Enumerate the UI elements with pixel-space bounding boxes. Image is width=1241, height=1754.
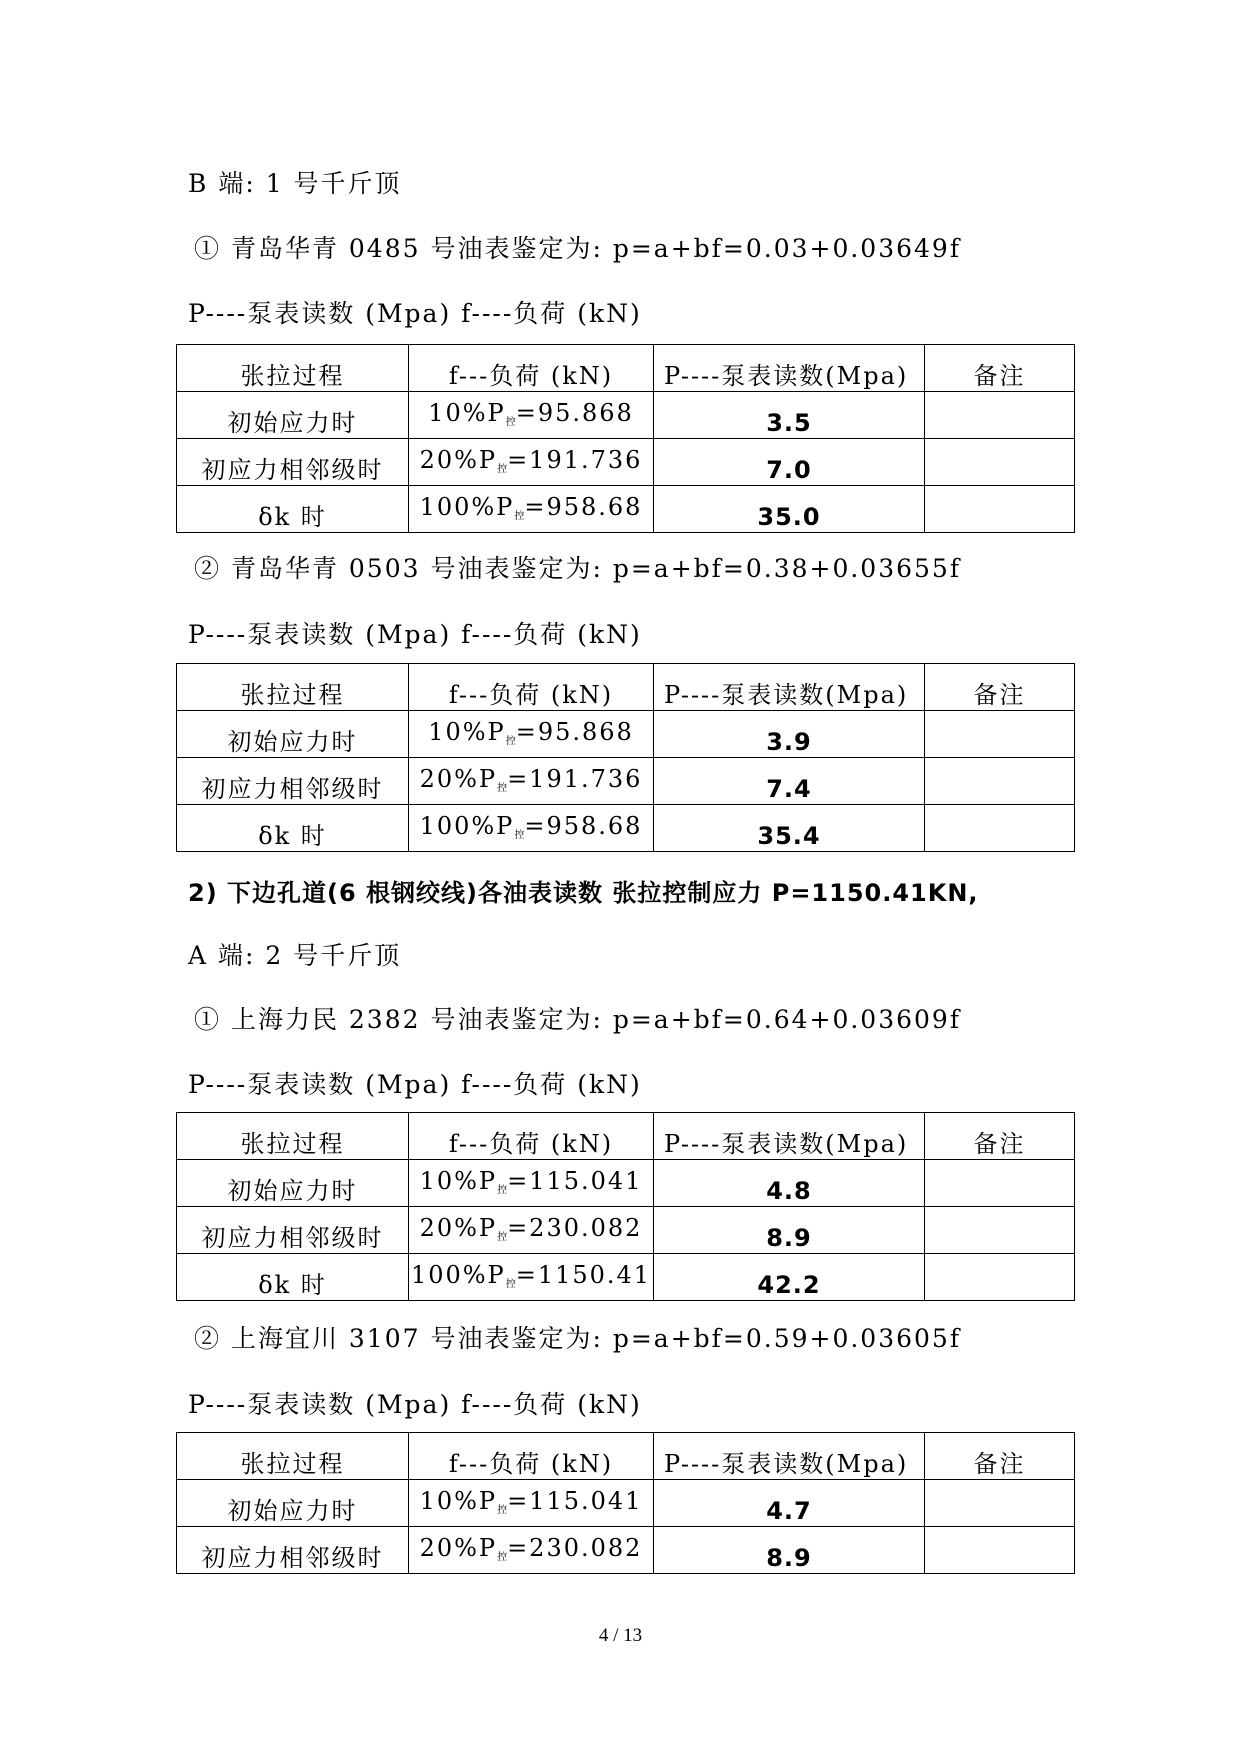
cell-reading: 4.7 [654,1480,925,1527]
cell-remark [925,1160,1075,1207]
load-subscript: 控 [497,1505,508,1516]
cell-remark [925,486,1075,533]
load-value: =191.736 [507,765,643,793]
header-reading: P----泵表读数(Mpa) [654,1433,925,1480]
cell-remark [925,1527,1075,1574]
cell-load [409,1254,654,1301]
cell-process: 初应力相邻级时 [177,1527,409,1574]
load-percent: 20%P [419,1214,498,1242]
header-process: 张拉过程 [177,345,409,392]
load-subscript: 控 [514,511,525,522]
cell-reading: 35.0 [654,486,925,533]
cell-process: 初应力相邻级时 [177,758,409,805]
cell-load [409,805,654,852]
b-end-jack-line: B 端: 1 号千斤顶 [188,169,402,198]
reading-table-2 [176,663,1075,852]
cell-remark [925,439,1075,486]
cell-reading: 3.9 [654,711,925,758]
load-subscript: 控 [505,417,516,428]
load-subscript: 控 [497,1232,508,1243]
reading-table-4 [176,1432,1075,1574]
cell-process: 初应力相邻级时 [177,439,409,486]
header-remark: 备注 [925,664,1075,711]
header-load: f---负荷 (kN) [409,345,654,392]
table-row [177,486,1075,533]
table-row [177,1480,1075,1527]
header-remark: 备注 [925,1433,1075,1480]
table-row [177,805,1075,852]
table-header-row [177,345,1075,392]
page-number: 4 / 13 [598,1625,643,1646]
cell-process: δk 时 [177,1254,409,1301]
cell-reading: 8.9 [654,1207,925,1254]
section-2-heading: 2) 下边孔道(6 根钢绞线)各油表读数 张拉控制应力 P=1150.41KN, [188,879,979,907]
load-value: =115.041 [507,1167,643,1195]
legend-line-3: P----泵表读数 (Mpa) f----负荷 (kN) [188,1070,642,1099]
header-process: 张拉过程 [177,1433,409,1480]
header-load: f---负荷 (kN) [409,1433,654,1480]
load-percent: 10%P [419,1167,498,1195]
header-reading: P----泵表读数(Mpa) [654,1113,925,1160]
cell-load [409,1207,654,1254]
header-reading: P----泵表读数(Mpa) [654,345,925,392]
header-remark: 备注 [925,1113,1075,1160]
cell-load [409,1527,654,1574]
load-subscript: 控 [497,783,508,794]
header-process: 张拉过程 [177,664,409,711]
load-value: =958.68 [524,493,643,521]
cell-process: 初始应力时 [177,1480,409,1527]
table-row [177,1207,1075,1254]
load-value: =95.868 [515,399,634,427]
cell-remark [925,1254,1075,1301]
cell-process: 初始应力时 [177,711,409,758]
load-subscript: 控 [514,830,525,841]
cell-load [409,758,654,805]
table-row [177,758,1075,805]
cell-load [409,711,654,758]
header-process: 张拉过程 [177,1113,409,1160]
load-percent: 100%P [410,1261,506,1289]
load-value: =1150.41 [515,1261,652,1289]
cell-reading: 8.9 [654,1527,925,1574]
cell-reading: 7.4 [654,758,925,805]
load-subscript: 控 [505,736,516,747]
table-header-row [177,1433,1075,1480]
load-value: =230.082 [507,1534,643,1562]
reading-table-3 [176,1112,1075,1301]
gauge-equation-2: ② 青岛华青 0503 号油表鉴定为: p=a+bf=0.38+0.03655f [194,554,962,583]
legend-line-2: P----泵表读数 (Mpa) f----负荷 (kN) [188,620,642,649]
cell-reading: 35.4 [654,805,925,852]
load-percent: 10%P [419,1487,498,1515]
load-subscript: 控 [497,1185,508,1196]
load-percent: 20%P [419,1534,498,1562]
load-value: =95.868 [515,718,634,746]
load-subscript: 控 [497,464,508,475]
cell-process: 初应力相邻级时 [177,1207,409,1254]
cell-process: 初始应力时 [177,392,409,439]
load-percent: 100%P [419,493,515,521]
cell-process: δk 时 [177,805,409,852]
load-value: =958.68 [524,812,643,840]
table-row [177,392,1075,439]
cell-load [409,486,654,533]
cell-load [409,1160,654,1207]
load-percent: 100%P [419,812,515,840]
cell-process: δk 时 [177,486,409,533]
cell-load [409,1480,654,1527]
gauge-equation-4: ② 上海宜川 3107 号油表鉴定为: p=a+bf=0.59+0.03605f [194,1324,962,1353]
cell-remark [925,758,1075,805]
header-load: f---负荷 (kN) [409,664,654,711]
table-row [177,439,1075,486]
table-row [177,1527,1075,1574]
table-header-row [177,1113,1075,1160]
load-subscript: 控 [497,1552,508,1563]
cell-remark [925,711,1075,758]
cell-reading: 7.0 [654,439,925,486]
gauge-equation-1: ① 青岛华青 0485 号油表鉴定为: p=a+bf=0.03+0.03649f [194,234,962,263]
table-row [177,711,1075,758]
load-percent: 10%P [428,399,506,427]
load-value: =230.082 [507,1214,643,1242]
header-load: f---负荷 (kN) [409,1113,654,1160]
legend-line-1: P----泵表读数 (Mpa) f----负荷 (kN) [188,299,642,328]
table-row [177,1254,1075,1301]
cell-reading: 4.8 [654,1160,925,1207]
cell-remark [925,1480,1075,1527]
table-header-row [177,664,1075,711]
a-end-jack-line: A 端: 2 号千斤顶 [188,941,402,970]
cell-load [409,439,654,486]
gauge-equation-3: ① 上海力民 2382 号油表鉴定为: p=a+bf=0.64+0.03609f [194,1005,962,1034]
cell-remark [925,392,1075,439]
cell-reading: 42.2 [654,1254,925,1301]
cell-reading: 3.5 [654,392,925,439]
load-percent: 20%P [419,446,498,474]
header-reading: P----泵表读数(Mpa) [654,664,925,711]
reading-table-1 [176,344,1075,533]
load-subscript: 控 [505,1279,516,1290]
cell-remark [925,1207,1075,1254]
load-value: =115.041 [507,1487,643,1515]
header-remark: 备注 [925,345,1075,392]
table-row [177,1160,1075,1207]
legend-line-4: P----泵表读数 (Mpa) f----负荷 (kN) [188,1390,642,1419]
cell-remark [925,805,1075,852]
load-value: =191.736 [507,446,643,474]
load-percent: 10%P [428,718,506,746]
cell-process: 初始应力时 [177,1160,409,1207]
cell-load [409,392,654,439]
load-percent: 20%P [419,765,498,793]
